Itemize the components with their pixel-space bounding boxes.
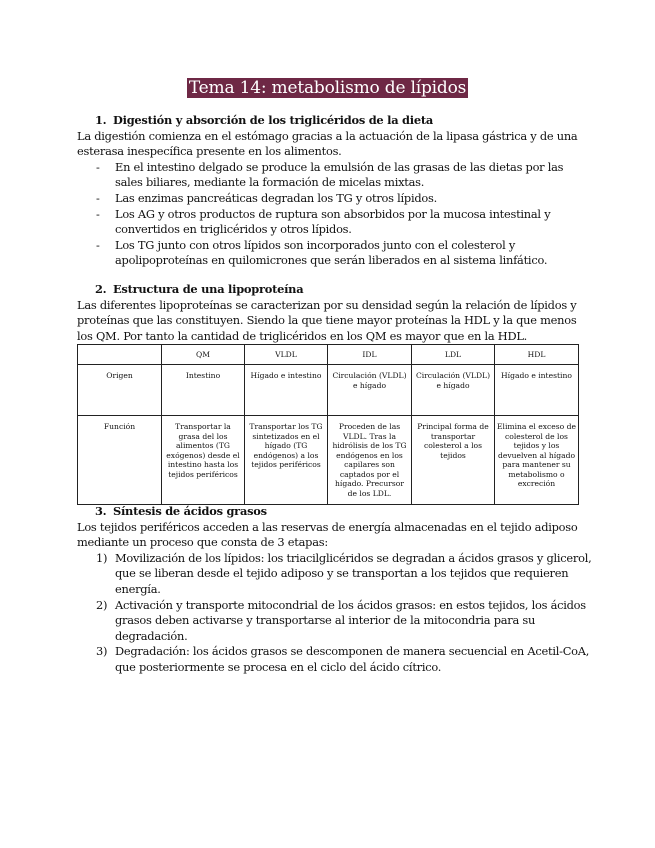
lipoprotein-table bbox=[77, 344, 579, 505]
page-title: Tema 14: metabolismo de lípidos bbox=[188, 78, 467, 98]
list-item bbox=[77, 551, 592, 598]
step-text: Degradación: los ácidos grasos se descomponen de manera secuencial en Acetil-CoA, que posteriormente se procesa en el ciclo del ácido cítrico. bbox=[115, 644, 590, 674]
row-label: Origen bbox=[78, 365, 162, 416]
list-item: - En el intestino delgado se produce la emulsión de las grasas de las dietas por las sales biliares, mediante la formación de micelas mixtas. bbox=[77, 160, 592, 191]
step-list bbox=[77, 551, 592, 676]
section-number: 3. bbox=[95, 504, 107, 518]
list-item: - Los AG y otros productos de ruptura son absorbidos por la mucosa intestinal y convertidos en triglicéridos y otros lípidos. bbox=[77, 207, 592, 238]
step-text: Activación y transporte mitocondrial de los ácidos grasos: en estos tejidos, los ácidos grasos deben activarse y transportarse al interior de la mitocondria para su degradación. bbox=[115, 597, 586, 643]
table-cell: Intestino bbox=[162, 365, 245, 416]
section-intro: Los tejidos periféricos acceden a las reservas de energía almacenadas en el tejido adiposo mediante un proceso que consta de 3 etapas: bbox=[77, 519, 578, 550]
table-cell: Circulación (VLDL) e hígado bbox=[412, 365, 495, 416]
table-header-cell: HDL bbox=[495, 345, 579, 365]
table-cell: Circulación (VLDL) e hígado bbox=[328, 365, 412, 416]
list-item: - Los TG junto con otros lípidos son incorporados junto con el colesterol y apolipoproteínas en quilomicrones que serán liberados en al sistema linfático. bbox=[77, 238, 592, 269]
section-title: Estructura de una lipoproteína bbox=[113, 282, 304, 296]
section-heading bbox=[95, 504, 592, 520]
section-heading bbox=[95, 113, 592, 129]
section-fatty-acid-synthesis bbox=[77, 504, 592, 676]
step-number: 1) bbox=[96, 550, 108, 565]
table-cell: Elimina el exceso de colesterol de los tejidos y los devuelven al hígado para mantener su metabolismo o excreción bbox=[495, 416, 579, 505]
table-header-cell: VLDL bbox=[245, 345, 328, 365]
section-heading bbox=[95, 282, 592, 298]
section-intro: La digestión comienza en el estómago gracias a la actuación de la lipasa gástrica y de una esterasa inespecífica presente en los alimentos. bbox=[77, 128, 578, 159]
section-number: 2. bbox=[95, 282, 107, 296]
table-header-cell bbox=[78, 345, 162, 365]
table-header-cell: LDL bbox=[412, 345, 495, 365]
section-title: Digestión y absorción de los triglicéridos de la dieta bbox=[113, 113, 433, 127]
table-cell: Proceden de las VLDL. Tras la hidrólisis de los TG endógenos en los capilares son captados por el hígado. Precursor de los LDL. bbox=[328, 416, 412, 505]
table-cell: Transportar la grasa del los alimentos (TG exógenos) desde el intestino hasta los tejidos periféricos bbox=[162, 416, 245, 505]
table-header-cell: IDL bbox=[328, 345, 412, 365]
table-header-row bbox=[78, 345, 579, 365]
table-cell: Hígado e intestino bbox=[495, 365, 579, 416]
table-cell: Hígado e intestino bbox=[245, 365, 328, 416]
section-digestion bbox=[77, 113, 592, 269]
section-number: 1. bbox=[95, 113, 107, 127]
section-intro: Las diferentes lipoproteínas se caracterizan por su densidad según la relación de lípidos y proteínas que las constituyen. Siendo la que tiene mayor proteínas la HDL y la que menos los QM. Por tanto la cantidad de triglicéridos en los QM es mayor que en la HDL. bbox=[77, 297, 577, 343]
row-label: Función bbox=[78, 416, 162, 505]
step-number: 2) bbox=[96, 597, 108, 612]
title-wrapper bbox=[0, 78, 655, 98]
table-cell: Principal forma de transportar colesterol a los tejidos bbox=[412, 416, 495, 505]
section-title: Síntesis de ácidos grasos bbox=[113, 504, 267, 518]
step-text: Movilización de los lípidos: los triacilglicéridos se degradan a ácidos grasos y glicerol, que se liberan desde el tejido adiposo y se transportan a los tejidos que requieren energía. bbox=[115, 550, 592, 596]
table-row bbox=[78, 416, 579, 505]
list-item: - Las enzimas pancreáticas degradan los TG y otros lípidos. bbox=[77, 191, 592, 207]
section-lipoprotein bbox=[77, 282, 592, 344]
table-cell: Transportar los TG sintetizados en el hígado (TG endógenos) a los tejidos periféricos bbox=[245, 416, 328, 505]
list-item bbox=[77, 598, 592, 645]
list-item bbox=[77, 644, 592, 675]
step-number: 3) bbox=[96, 644, 108, 659]
table-header-cell: QM bbox=[162, 345, 245, 365]
table-row bbox=[78, 365, 579, 416]
bullet-list bbox=[77, 160, 592, 269]
